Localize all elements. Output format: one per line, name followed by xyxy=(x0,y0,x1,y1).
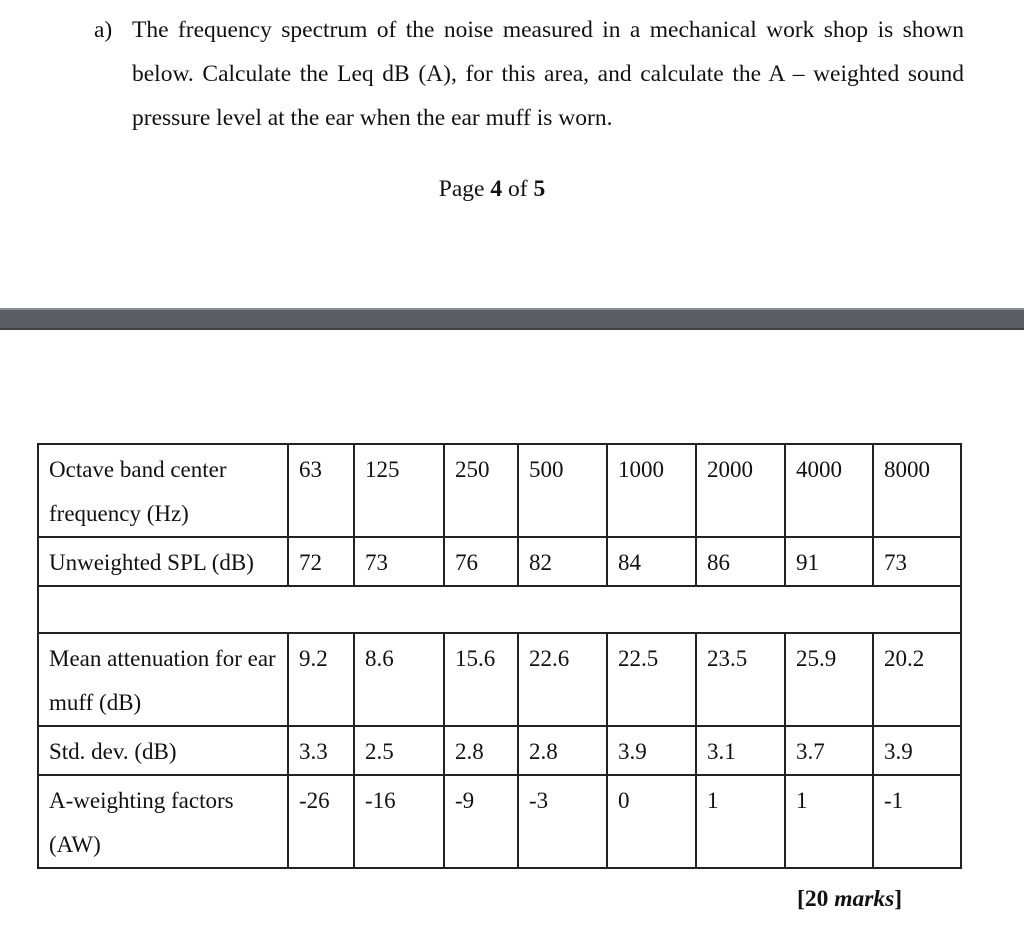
question-a xyxy=(94,8,964,140)
table-cell: 0 xyxy=(607,775,696,868)
table-cell: 1 xyxy=(785,775,873,868)
table-cell: 73 xyxy=(873,537,961,586)
marks-label xyxy=(797,886,902,913)
table-row-frequency xyxy=(38,444,961,537)
table-cell: 2.5 xyxy=(354,726,444,775)
table-cell: 1000 xyxy=(607,444,696,537)
table-cell: 63 xyxy=(288,444,354,537)
table-row-blank xyxy=(38,586,961,633)
table-cell: 25.9 xyxy=(785,633,873,726)
marks-close-bracket: ] xyxy=(894,886,903,912)
table-cell: 8.6 xyxy=(354,633,444,726)
table-cell: -1 xyxy=(873,775,961,868)
table-cell: 3.9 xyxy=(607,726,696,775)
table-cell: 2.8 xyxy=(444,726,518,775)
table-cell: 2.8 xyxy=(518,726,607,775)
table-cell: 84 xyxy=(607,537,696,586)
table-cell: 82 xyxy=(518,537,607,586)
table-cell: 20.2 xyxy=(873,633,961,726)
row-header-attenuation: Mean attenuation for ear muff (dB) xyxy=(38,633,288,726)
table-row-spl xyxy=(38,537,961,586)
table-cell: 3.1 xyxy=(696,726,785,775)
blank-cell xyxy=(38,586,961,633)
page-break-divider xyxy=(0,308,1024,330)
table-cell: 76 xyxy=(444,537,518,586)
row-header-frequency: Octave band center frequency (Hz) xyxy=(38,444,288,537)
question-text: The frequency spectrum of the noise measured in a mechanical work shop is shown below. Calculate the Leq dB (A), for this area, and calculate the A – weighted sound pressure level at the ear when the ear muff is worn. xyxy=(132,17,964,131)
table-cell: 4000 xyxy=(785,444,873,537)
row-header-spl: Unweighted SPL (dB) xyxy=(38,537,288,586)
table-cell: -16 xyxy=(354,775,444,868)
marks-number: 20 xyxy=(804,886,829,912)
table-cell: 3.3 xyxy=(288,726,354,775)
noise-data-table xyxy=(37,443,962,869)
table-row-std-dev xyxy=(38,726,961,775)
page-number xyxy=(0,176,984,203)
table-cell: 3.7 xyxy=(785,726,873,775)
marks-open-bracket: [ xyxy=(797,886,805,912)
table-cell: 1 xyxy=(696,775,785,868)
table-cell: -3 xyxy=(518,775,607,868)
table-cell: 86 xyxy=(696,537,785,586)
table-cell: -26 xyxy=(288,775,354,868)
row-header-std-dev: Std. dev. (dB) xyxy=(38,726,288,775)
table-cell: 15.6 xyxy=(444,633,518,726)
table-cell: 22.6 xyxy=(518,633,607,726)
table-cell: 8000 xyxy=(873,444,961,537)
question-label: a) xyxy=(94,17,113,43)
total-pages: 5 xyxy=(533,176,546,202)
table-cell: 91 xyxy=(785,537,873,586)
current-page: 4 xyxy=(490,176,503,202)
page-word: Page xyxy=(438,176,485,202)
table-cell: 125 xyxy=(354,444,444,537)
marks-word: marks xyxy=(834,886,895,912)
table-cell: 500 xyxy=(518,444,607,537)
table-cell: 9.2 xyxy=(288,633,354,726)
row-header-a-weighting: A-weighting factors (AW) xyxy=(38,775,288,868)
table-row-a-weighting xyxy=(38,775,961,868)
table-cell: 23.5 xyxy=(696,633,785,726)
table-row-attenuation xyxy=(38,633,961,726)
table-cell: -9 xyxy=(444,775,518,868)
table-cell: 73 xyxy=(354,537,444,586)
table-cell: 3.9 xyxy=(873,726,961,775)
of-word: of xyxy=(507,176,528,202)
table-cell: 72 xyxy=(288,537,354,586)
table-cell: 22.5 xyxy=(607,633,696,726)
table-cell: 250 xyxy=(444,444,518,537)
table-cell: 2000 xyxy=(696,444,785,537)
